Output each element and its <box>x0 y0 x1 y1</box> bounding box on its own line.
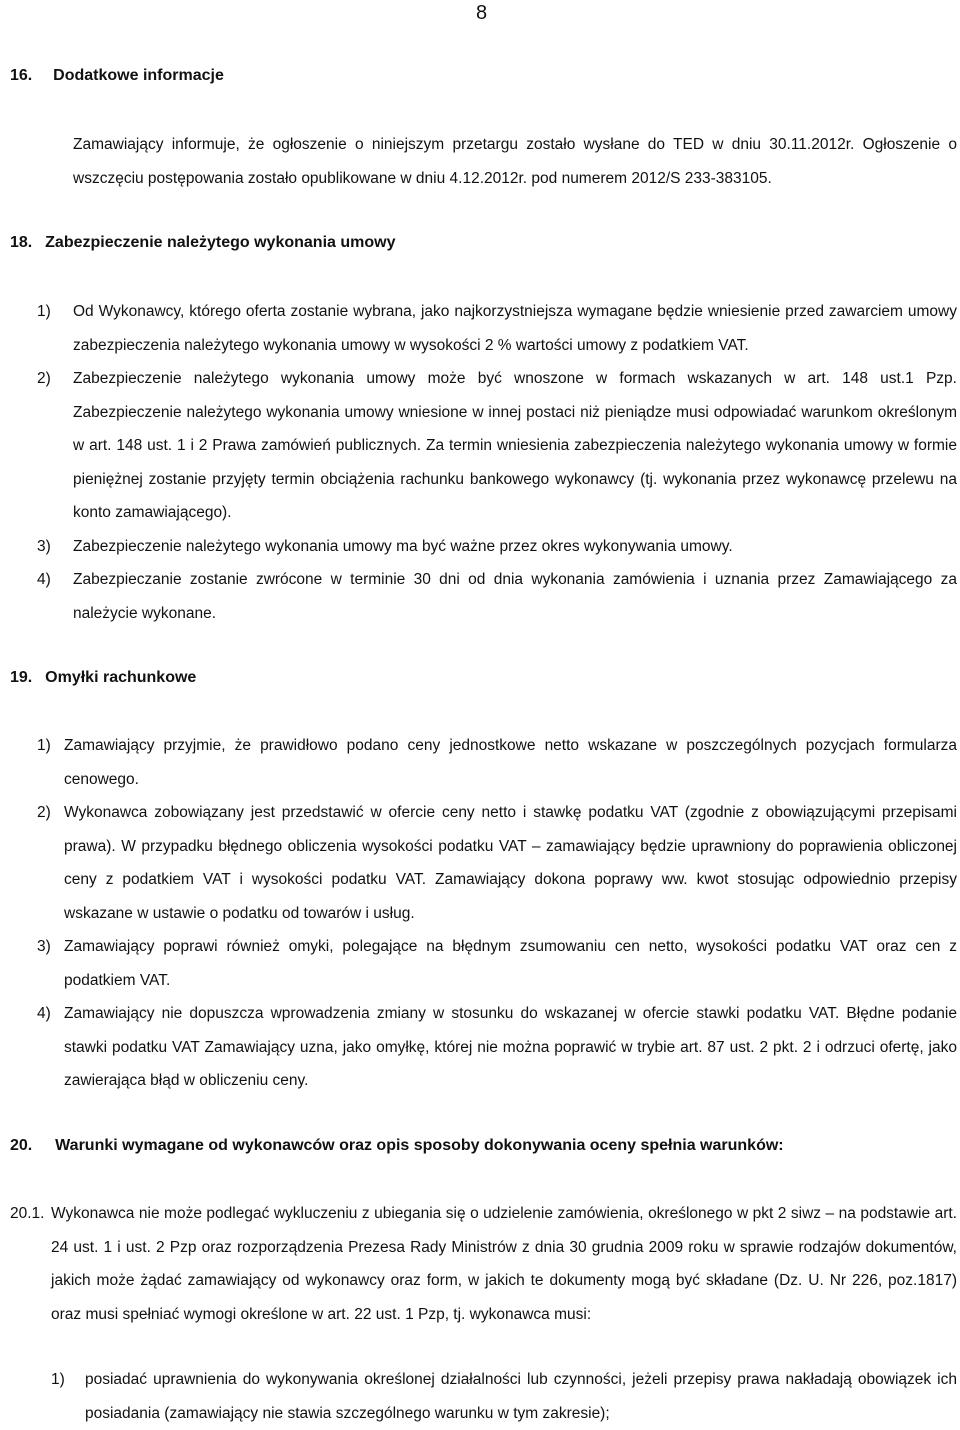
section-number: 20. <box>10 1137 33 1154</box>
item-text: Zamawiający nie dopuszcza wprowadzenia zmiany w stosunku do wskazanej w ofercie stawki podatku VAT. Błędne podanie stawki podatku VAT Zamawiający uzna, jako omyłkę, której nie można poprawić w trybie art. 87 ust. 2 pkt. 2 i odrzuci ofertę, jako zawierająca błąd w obliczeniu ceny. <box>64 1005 957 1089</box>
item-number: 4) <box>37 1005 51 1022</box>
page-number: 8 <box>476 2 488 24</box>
section-number: 19. <box>10 669 33 686</box>
list-item <box>37 930 957 997</box>
section-18-heading <box>10 234 395 252</box>
section-19-heading <box>10 669 196 687</box>
subsection-20-1 <box>10 1197 957 1331</box>
item-text: Zabezpieczanie zostanie zwrócone w terminie 30 dni od dnia wykonania zamówienia i uznania przez Zamawiającego za należycie wykonane. <box>73 571 957 622</box>
list-item <box>37 997 957 1098</box>
section-20-heading <box>10 1137 784 1155</box>
item-number: 1) <box>51 1371 65 1388</box>
item-text: Zamawiający przyjmie, że prawidłowo podano ceny jednostkowe netto wskazane w poszczególnych pozycjach formularza cenowego. <box>64 737 957 788</box>
item-text: Zamawiający poprawi również omyki, polegające na błędnym zsumowaniu cen netto, wysokości podatku VAT oraz cen z podatkiem VAT. <box>64 938 957 989</box>
item-number: 3) <box>37 538 51 555</box>
item-number: 1) <box>37 303 51 320</box>
section-number: 16. <box>10 67 33 84</box>
item-text: posiadać uprawnienia do wykonywania określonej działalności lub czynności, jeżeli przepisy prawa nakładają obowiązek ich posiadania (zamawiający nie stawia szczególnego warunku w tym zakresie); <box>85 1371 957 1422</box>
item-number: 4) <box>37 571 51 588</box>
list-item <box>37 362 957 530</box>
section-16-heading <box>10 67 224 85</box>
list-item <box>37 530 957 564</box>
item-number: 3) <box>37 938 51 955</box>
section-16-paragraph: Zamawiający informuje, że ogłoszenie o niniejszym przetargu zostało wysłane do TED w dniu 30.11.2012r. Ogłoszenie o wszczęciu postępowania zostało opublikowane w dniu 4.12.2012r. pod numerem 2012/S 233-383105. <box>73 136 957 187</box>
section-title: Omyłki rachunkowe <box>45 669 197 686</box>
section-number: 18. <box>10 234 33 251</box>
list-item <box>37 796 957 930</box>
list-item <box>37 295 957 362</box>
item-number: 2) <box>37 370 51 387</box>
item-text: Od Wykonawcy, którego oferta zostanie wybrana, jako najkorzystniejsza wymagane będzie wniesienie przed zawarciem umowy zabezpieczenia należytego wykonania umowy w wysokości 2 % wartości umowy z podatkiem VAT. <box>73 303 957 354</box>
section-title: Dodatkowe informacje <box>53 67 224 84</box>
section-title: Zabezpieczenie należytego wykonania umowy <box>45 234 396 251</box>
item-text: Zabezpieczenie należytego wykonania umowy ma być ważne przez okres wykonywania umowy. <box>73 538 733 555</box>
item-number: 2) <box>37 804 51 821</box>
list-item <box>51 1363 957 1430</box>
section-title: Warunki wymagane od wykonawców oraz opis sposoby dokonywania oceny spełnia warunków: <box>55 1137 784 1154</box>
list-item <box>37 563 957 630</box>
item-text: Zabezpieczenie należytego wykonania umowy może być wnoszone w formach wskazanych w art. 148 ust.1 Pzp. Zabezpieczenie należytego wykonania umowy wniesione w innej postaci niż pieniądze musi odpowiadać warunkom określonym w art. 148 ust. 1 i 2 Prawa zamówień publicznych. Za termin wniesienia zabezpieczenia należytego wykonania umowy w formie pieniężnej zostanie przyjęty termin obciążenia rachunku bankowego wykonawcy (tj. wykonania przez wykonawcę przelewu na konto zamawiającego). <box>73 370 957 521</box>
list-item <box>37 729 957 796</box>
subsection-text: Wykonawca nie może podlegać wykluczeniu z ubiegania się o udzielenie zamówienia, określonego w pkt 2 siwz – na podstawie art. 24 ust. 1 i ust. 2 Pzp oraz rozporządzenia Prezesa Rady Ministrów z dnia 30 grudnia 2009 roku w sprawie rodzajów dokumentów, jakich może żądać zamawiający od wykonawcy oraz form, w jakich te dokumenty mogą być składane (Dz. U. Nr 226, poz.1817) oraz musi spełniać wymogi określone w art. 22 ust. 1 Pzp, tj. wykonawca musi: <box>51 1205 957 1323</box>
item-number: 1) <box>37 737 51 754</box>
subsection-number: 20.1. <box>10 1205 45 1222</box>
item-text: Wykonawca zobowiązany jest przedstawić w ofercie ceny netto i stawkę podatku VAT (zgodnie z obowiązującymi przepisami prawa). W przypadku błędnego obliczenia wysokości podatku VAT – zamawiający będzie uprawniony do poprawienia obliczonej ceny z podatkiem VAT i wysokości podatku VAT. Zamawiający dokona poprawy ww. kwot stosując odpowiednio przepisy wskazane w ustawie o podatku od towarów i usług. <box>64 804 957 922</box>
